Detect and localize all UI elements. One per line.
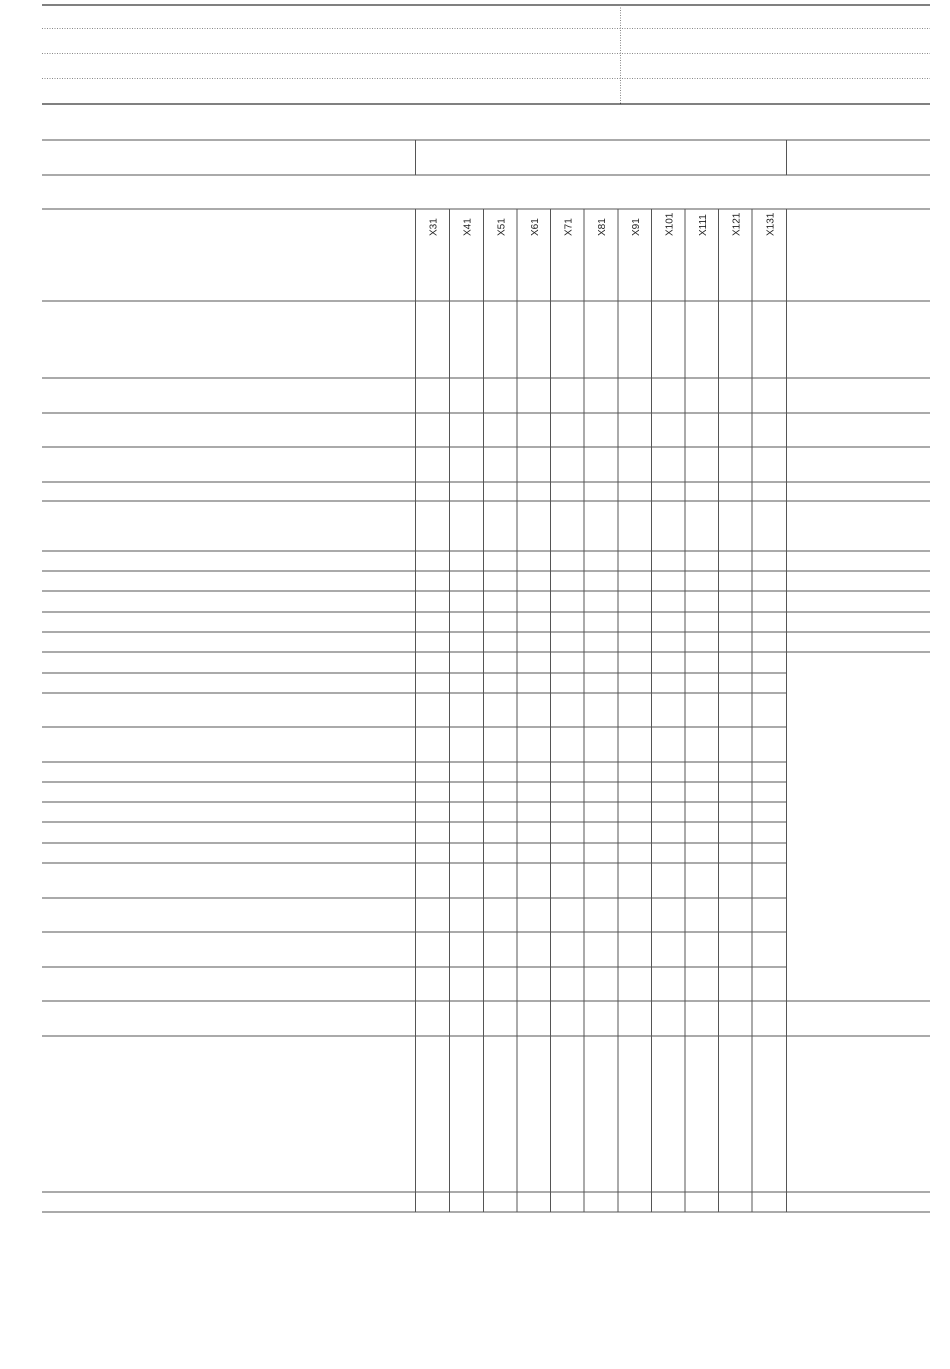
column-header-x111: X111 (697, 214, 709, 236)
column-header-x71: X71 (563, 218, 575, 236)
column-header-x41: X41 (462, 218, 474, 236)
column-header-x121: X121 (731, 212, 743, 236)
column-header-x131: X131 (765, 212, 777, 236)
column-header-x61: X61 (529, 218, 541, 236)
column-header-x91: X91 (630, 218, 642, 236)
column-header-x51: X51 (496, 218, 508, 236)
column-header-x31: X31 (428, 218, 440, 236)
column-header-x101: X101 (664, 212, 676, 236)
column-header-x81: X81 (597, 218, 608, 236)
